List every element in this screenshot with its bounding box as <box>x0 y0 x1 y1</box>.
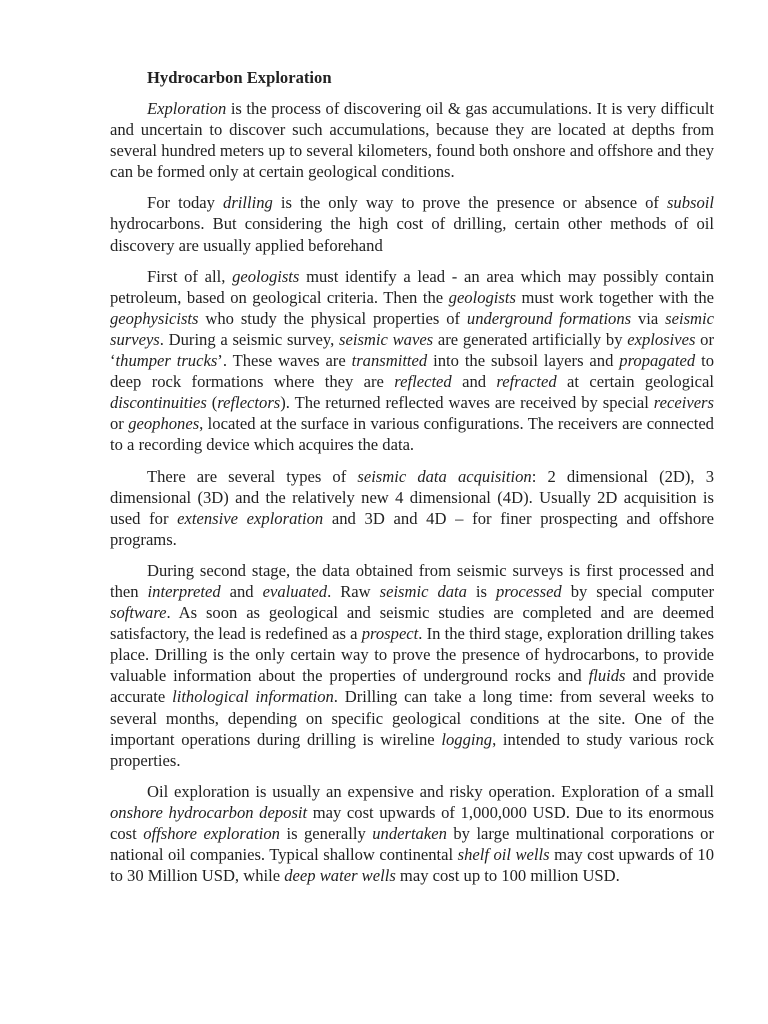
text-run: : 2 dimensional (2D), 3 dimensional (3D) and the relatively new 4 dimensional (4D). Usually 2D acquisition is used for <box>110 466 714 528</box>
italic-term: prospect <box>361 624 419 644</box>
italic-term: interpreted <box>147 581 221 601</box>
italic-term: deep water wells <box>284 866 396 886</box>
text-run: , intended to study various rock properties. <box>110 729 715 770</box>
text-run: is generally <box>279 824 373 843</box>
document-body <box>110 98 714 886</box>
italic-term: reflected <box>394 372 452 392</box>
text-run: and <box>220 581 263 601</box>
italic-term: seismic waves <box>339 329 434 349</box>
text-run: , located at the surface in various configurations. The receivers are connected to a recording device which acquires the data. <box>110 414 714 455</box>
text-run: may cost upwards of 10 to 30 Million USD, while <box>110 845 715 886</box>
italic-term: undertaken <box>372 824 447 843</box>
text-run: who study the physical properties of <box>198 308 467 328</box>
text-run: . Drilling can take a long time: from several weeks to several months, depending on specific geological conditions at the site. One of the important operations during drilling is wireline <box>110 687 714 749</box>
italic-term: seismic surveys <box>110 308 714 349</box>
text-run: is the process of discovering oil & gas accumulations. It is very difficult and uncertain to discover such accumulations, because they are located at depths from several hundred meters up to several kilometers, found both onshore and offshore and they can be formed only at certain geological conditions. <box>110 99 714 182</box>
text-run: There are several types of <box>147 466 358 486</box>
text-run: via <box>631 308 666 328</box>
text-run: is <box>466 581 496 601</box>
italic-term: geophones <box>128 414 200 434</box>
italic-term: software <box>110 603 167 623</box>
text-run: by special computer <box>561 581 714 601</box>
text-run: or ‘ <box>110 329 714 371</box>
text-run: For today <box>147 193 224 213</box>
italic-term: explosives <box>627 329 696 349</box>
italic-term: reflectors <box>217 393 281 413</box>
text-run: During second stage, the data obtained from seismic surveys is first processed and then <box>110 560 714 601</box>
italic-term: transmitted <box>351 351 428 371</box>
italic-term: thumper trucks <box>115 351 218 371</box>
italic-term: lithological information <box>172 687 334 707</box>
text-run: . Raw <box>327 581 380 601</box>
text-run: or <box>110 414 129 434</box>
text-run: may cost up to 100 million USD. <box>395 866 620 886</box>
italic-term: seismic data acquisition <box>357 466 532 486</box>
text-run: Oil exploration is usually an expensive and risky operation. Exploration of a small <box>147 781 714 801</box>
document-page <box>110 64 714 896</box>
italic-term: geologists <box>448 287 516 307</box>
italic-term: subsoil <box>666 193 714 213</box>
italic-term: onshore hydrocarbon deposit <box>110 802 308 822</box>
paragraph-4 <box>110 466 714 550</box>
text-run: ). The returned reflected waves are received by special <box>280 393 654 413</box>
italic-term: geologists <box>232 266 300 286</box>
text-run: at certain geological <box>556 372 714 392</box>
text-run: is the only way to prove the presence or absence of <box>272 193 667 213</box>
text-run: and provide accurate <box>110 666 715 707</box>
text-run: and 3D and 4D – for finer prospecting and offshore programs. <box>110 508 715 549</box>
italic-term: logging <box>441 729 493 749</box>
italic-term: fluids <box>588 666 626 686</box>
text-run: hydrocarbons. But considering the high cost of drilling, certain other methods of oil discovery are usually applied beforehand <box>110 214 714 255</box>
italic-term: underground formations <box>466 308 632 328</box>
italic-term: drilling <box>223 193 273 213</box>
italic-term: shelf oil wells <box>457 845 550 865</box>
text-run: must identify a lead - an area which may possibly contain petroleum, based on geological criteria. Then the <box>110 266 714 307</box>
italic-term: extensive exploration <box>177 508 324 528</box>
text-run: First of all, <box>147 266 233 286</box>
italic-term: propagated <box>619 351 696 371</box>
italic-term: Exploration <box>147 99 227 118</box>
text-run: by large multinational corporations or national oil companies. Typical shallow continental <box>110 824 714 865</box>
italic-term: geophysicists <box>110 308 199 328</box>
italic-term: processed <box>495 581 562 601</box>
text-run: into the subsoil layers and <box>427 351 620 371</box>
paragraph-6 <box>110 781 714 886</box>
text-run: must work together with the <box>515 287 714 307</box>
text-run: . In the third stage, exploration drilling takes place. Drilling is the only certain way to prove the presence of hydrocarbons, to provide valuable information about the properties of underground rocks and <box>110 624 714 686</box>
paragraph-3 <box>110 266 714 456</box>
italic-term: seismic data <box>379 581 467 601</box>
text-run: ’. These waves are <box>217 351 352 371</box>
text-run: to deep rock formations where they are <box>110 351 714 392</box>
text-run: . As soon as geological and seismic studies are completed and are deemed satisfactory, the lead is redefined as a <box>110 603 714 644</box>
italic-term: discontinuities <box>110 393 207 413</box>
paragraph-1 <box>110 98 714 182</box>
document-title: Hydrocarbon Exploration <box>147 68 332 87</box>
italic-term: refracted <box>496 372 557 392</box>
text-run: may cost upwards of 1,000,000 USD. Due to its enormous cost <box>110 802 714 843</box>
paragraph-2 <box>110 192 714 255</box>
text-run: are generated artificially by <box>433 329 628 349</box>
text-run: and <box>451 372 497 392</box>
italic-term: evaluated <box>262 581 328 601</box>
text-run: ( <box>206 393 218 413</box>
italic-term: offshore exploration <box>143 824 280 843</box>
paragraph-5 <box>110 560 714 771</box>
text-run: . During a seismic survey, <box>159 329 340 349</box>
italic-term: receivers <box>653 393 714 413</box>
